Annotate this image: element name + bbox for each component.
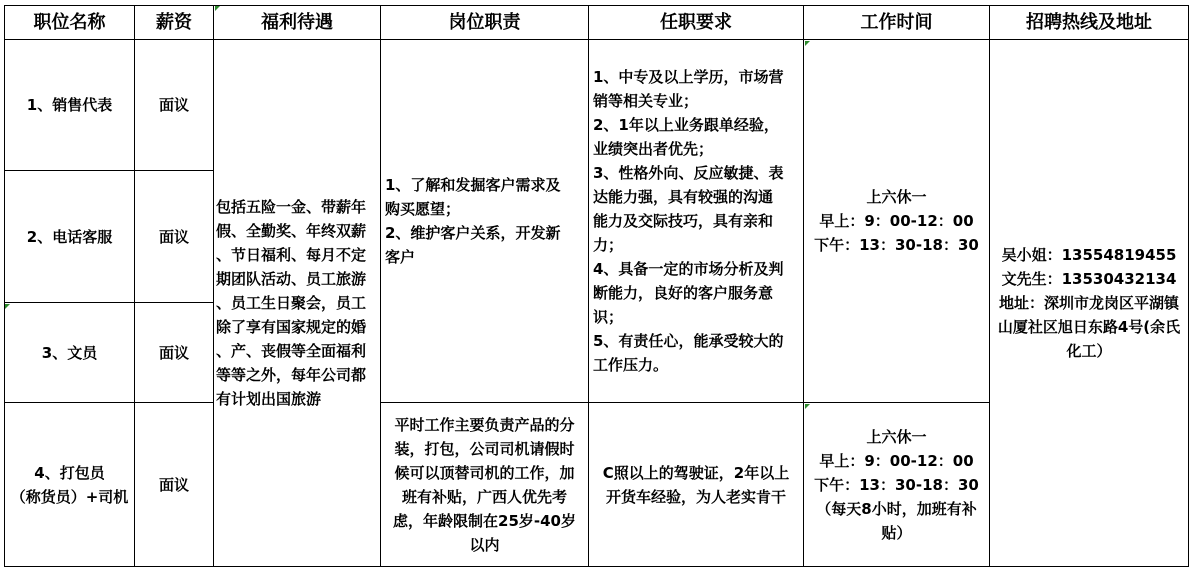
header-position: 职位名称	[4, 5, 135, 40]
header-salary: 薪资	[135, 5, 214, 40]
contact-text: 吴小姐：13554819455 文先生：13530432134 地址：深圳市龙岗区平湖镇 山厦社区旭日东路4号(余氏 化工）	[997, 246, 1181, 360]
requirements-text: C照以上的驾驶证，2年以上 开货车经验，为人老实肯干	[602, 463, 790, 506]
position-label: 1、销售代表	[26, 96, 113, 114]
comment-marker	[215, 6, 220, 11]
requirements-cell-bottom	[589, 403, 804, 567]
hours-text: 上六休一 早上：9：00-12：00 下午：13：30-18：30	[814, 188, 979, 254]
comment-marker	[805, 404, 810, 409]
duties-text: 1、了解和发掘客户需求及 购买愿望； 2、维护客户关系，开发新 客户	[385, 176, 561, 266]
header-hours: 工作时间	[804, 5, 990, 40]
header-duties: 岗位职责	[381, 5, 589, 40]
benefits-cell	[214, 40, 381, 567]
hours-text: 上六休一 早上：9：00-12：00 下午：13：30-18：30 （每天8小时，加班有补 贴）	[814, 427, 979, 542]
salary-cell	[135, 303, 214, 403]
header-requirements: 任职要求	[589, 5, 804, 40]
salary-cell	[135, 171, 214, 303]
position-label: 2、电话客服	[26, 227, 113, 246]
duties-cell-bottom	[381, 403, 589, 567]
comment-marker	[805, 41, 810, 46]
position-cell	[4, 303, 135, 403]
contact-cell	[990, 40, 1189, 567]
hours-cell-bottom	[804, 403, 990, 567]
duties-text: 平时工作主要负责产品的分 装，打包，公司司机请假时 候可以顶替司机的工作，加 班有补贴，广西人优先考 虑，年龄限制在25岁-40岁 以内	[393, 415, 576, 554]
salary-cell	[135, 40, 214, 171]
header-contact: 招聘热线及地址	[990, 5, 1189, 40]
salary-label: 面议	[158, 227, 189, 246]
salary-label: 面议	[158, 475, 189, 494]
position-label: 4、打包员 （称货员）+司机	[10, 463, 129, 506]
comment-marker	[5, 304, 10, 309]
position-label: 3、文员	[41, 343, 98, 362]
header-benefits: 福利待遇	[214, 5, 381, 40]
hours-cell-top	[804, 40, 990, 403]
position-cell	[4, 403, 135, 567]
requirements-text: 1、中专及以上学历，市场营 销等相关专业； 2、1年以上业务跟单经验， 业绩突出者优先； 3、性格外向、反应敏捷、表 达能力强，具有较强的沟通 能力及交际技巧，具有亲和 力； 4、具备一定的市场分析及判 断能力，良好的客户服务意 识； 5、有责任心，能承受较大的 工作压力。	[593, 68, 784, 374]
benefits-text: 包括五险一金、带薪年 假、全勤奖、年终双薪 、节日福利、每月不定 期团队活动、员工旅游 、员工生日聚会，员工 除了享有国家规定的婚 、产、丧假等全面福利 等等之外，每年公司都 有计划出国旅游	[216, 198, 367, 408]
salary-cell	[135, 403, 214, 567]
salary-label: 面议	[158, 96, 189, 114]
requirements-cell-top	[589, 40, 804, 403]
position-cell	[4, 171, 135, 303]
duties-cell-top	[381, 40, 589, 403]
position-cell	[4, 40, 135, 171]
salary-label: 面议	[158, 343, 189, 362]
